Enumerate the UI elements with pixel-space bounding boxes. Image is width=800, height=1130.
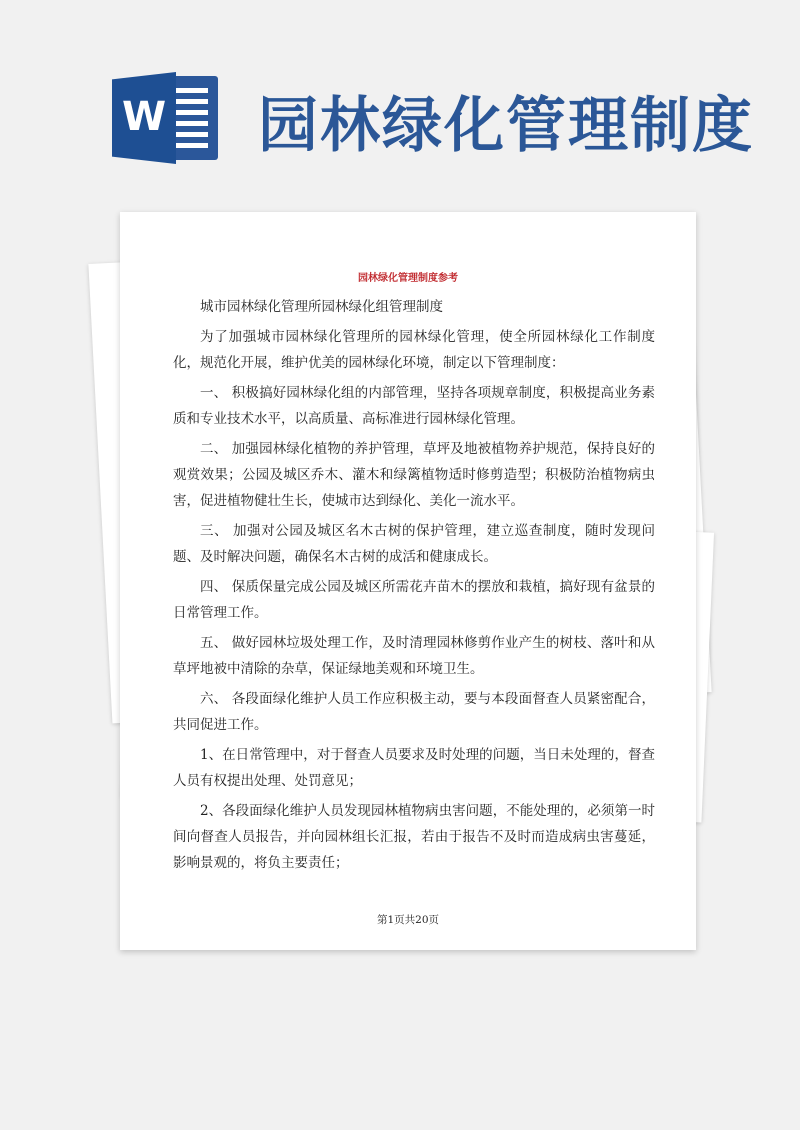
document-page [120,212,696,950]
paragraph: 四、 保质保量完成公园及城区所需花卉苗木的摆放和栽植，搞好现有盆景的日常管理工作。 [173,579,655,621]
paragraph: 三、 加强对公园及城区名木古树的保护管理，建立巡查制度，随时发现问题、及时解决问题，确保名木古树的成活和健康成长。 [173,523,655,565]
paragraph: 五、 做好园林垃圾处理工作，及时清理园林修剪作业产生的树枝、落叶和从草坪地被中清除的杂草，保证绿地美观和环境卫生。 [173,635,655,677]
document-body [173,294,655,880]
paragraph: 六、 各段面绿化维护人员工作应积极主动，要与本段面督查人员紧密配合，共同促进工作。 [173,691,655,733]
page-title: 园林绿化管理制度 [258,91,754,161]
paragraph: 1、在日常管理中，对于督查人员要求及时处理的问题，当日未处理的，督查人员有权提出处理、处罚意见； [173,747,655,789]
paragraph: 城市园林绿化管理所园林绿化组管理制度 [200,299,443,315]
paragraph: 为了加强城市园林绿化管理所的园林绿化管理，使全所园林绿化工作制度化，规范化开展，维护优美的园林绿化环境，制定以下管理制度： [173,329,655,371]
paragraph: 二、 加强园林绿化植物的养护管理，草坪及地被植物养护规范，保持良好的观赏效果；公园及城区乔木、灌木和绿篱植物适时修剪造型；积极防治植物病虫害，促进植物健壮生长，使城市达到绿化、美化一流水平。 [173,441,655,509]
header-banner [0,0,800,210]
page-number: 第1页共20页 [376,914,440,926]
word-icon-letter: W [121,94,167,140]
word-icon [112,72,218,164]
paragraph: 一、 积极搞好园林绿化组的内部管理，坚持各项规章制度，积极提高业务素质和专业技术水平，以高质量、高标准进行园林绿化管理。 [173,385,655,427]
paragraph: 2、各段面绿化维护人员发现园林植物病虫害问题，不能处理的，必须第一时间向督查人员报告，并向园林组长汇报，若由于报告不及时而造成病虫害蔓延，影响景观的，将负主要责任； [173,803,655,871]
document-heading: 园林绿化管理制度参考 [358,273,458,284]
